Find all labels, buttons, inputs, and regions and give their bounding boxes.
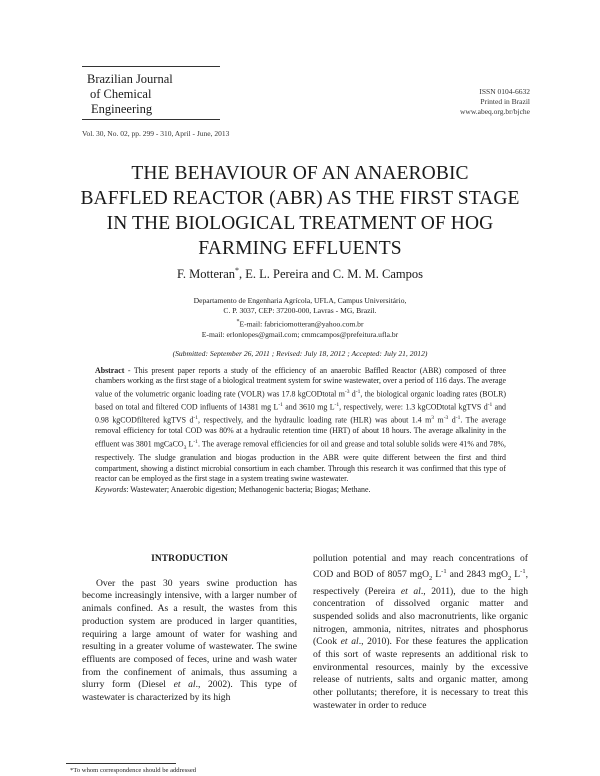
journal-name-line2: of Chemical — [90, 87, 152, 101]
citation-etal: et al — [173, 679, 196, 691]
abstract-text: , respectively, and the hydraulic loading rate (HLR) was about 1.4 m — [198, 415, 432, 425]
abstract-sup: -1 — [355, 388, 361, 395]
intro-sub: 2 — [429, 574, 433, 582]
abstract-sup: -1 — [193, 438, 198, 445]
corresponding-email[interactable]: E-mail: fabriciomotteran@yahoo.com.br — [239, 319, 364, 329]
intro-text: ., 2002). This type of wastewater is characterized by its high — [82, 679, 297, 704]
abstract-text: . The average removal efficiencies for oil and grease and total soluble solids were 41% and 78%, respectively. The sludge granulation and biogas production in the ABR were quite different between the first and third compartment, showing a distinct microbial consortium in each chamber. Through this research it was confirmed that this type of reactor can be employed as the first stage in a system treating swine wastewater. — [95, 439, 506, 484]
author-rest: , E. L. Pereira and C. M. M. Campos — [239, 267, 424, 282]
footnote-rule — [66, 763, 176, 764]
abstract-text: and 3610 mg L — [282, 402, 335, 412]
intro-text: pollution potential and may reach concentrations of COD and BOD of 8057 mgO — [313, 553, 528, 580]
abstract-sup: -3 — [443, 415, 449, 422]
abstract-text: and 0.98 kgCODfiltered kgTVS d — [95, 402, 507, 425]
intro-text: ., 2010). For these features the application of this sort of waste represents an additional risk to environmental resources, mainly by the excessive release of nutrients, salts and organic matter, among other pollutants; therefore, it is necessary to treat this wastewater in order to reduce — [313, 636, 528, 711]
abstract-text: , the biological organic loading rates (BOLR) based on total and filtered COD influents of 14381 mg L — [95, 389, 506, 412]
affiliation-line1: Departamento de Engenharia Agrícola, UFLA, Campus Universitário, — [193, 296, 407, 305]
abstract-text: L — [186, 439, 194, 449]
keywords — [95, 485, 370, 494]
abstract — [95, 366, 506, 495]
issn-block — [460, 87, 530, 117]
intro-sup: -1 — [441, 567, 447, 575]
abstract-sup: 3 — [431, 415, 435, 422]
affiliation — [110, 296, 490, 340]
title-line3: IN THE BIOLOGICAL TREATMENT OF HOG — [106, 213, 494, 234]
issn-number: ISSN 0104-6632 — [479, 87, 530, 96]
intro-sub: 2 — [507, 574, 512, 582]
title-line4: FARMING EFFLUENTS — [198, 238, 402, 259]
abstract-text: - This present paper reports a study of the efficiency of an anaerobic Baffled Reactor (ABR) composed of three chambers working as the first stage of a biological treatment system for swine wastewater, over a period of 116 days. The average value of the volumetric organic loading rate (VOLR) was 17.8 kgCODtotal m — [95, 366, 506, 399]
abstract-text: , respectively, were: 1.3 kgCODtotal kgTVS d — [339, 402, 488, 412]
author-list — [60, 266, 540, 282]
footnote: *To whom correspondence should be addressed — [70, 767, 197, 774]
journal-name-line3: Engineering — [82, 102, 220, 120]
abstract-text: m — [434, 415, 444, 425]
abstract-sup: -1 — [334, 401, 340, 408]
title-line1: THE BEHAVIOUR OF AN ANAEROBIC — [131, 163, 469, 184]
abstract-sup: -1 — [455, 415, 461, 422]
citation-etal: et al — [340, 636, 359, 648]
abstract-label: Abstract — [95, 366, 125, 375]
intro-text: Over the past 30 years swine production has become increasingly intensive, with a larger number of animals confined. As a result, the wastes from this production system are produced in larger quantities, requiring a large amount of water for washing and resulting in a greater volume of wastewater. The swine effluents are composed of feces, urine and wash water from the confinement of animals, thus assuming a slurry form (Diesel — [82, 577, 297, 691]
intro-text: L — [432, 568, 442, 580]
intro-paragraph-continued — [313, 553, 528, 713]
intro-text: ., 2011), due to the high concentration of dissolved organic matter and suspended solids and also macronutrients, like organic nitrogen, ammonia, nitrites, nitrates and phosphorus (Cook — [313, 585, 528, 648]
email-mark: * — [236, 318, 240, 325]
submission-dates: (Submitted: September 26, 2011 ; Revised: July 18, 2012 ; Accepted: July 21, 2012) — [172, 349, 428, 358]
abstract-text: d — [448, 415, 456, 425]
intro-sup: -1 — [520, 567, 526, 575]
title-line2: BAFFLED REACTOR (ABR) AS THE FIRST STAGE — [80, 188, 520, 209]
affiliation-line2: C. P. 3037, CEP: 37200-000, Lavras - MG, Brazil. — [223, 306, 377, 316]
abstract-text: . The average removal efficiency for total COD was 80% at a hydraulic retention time (HRT) of about 18 hours. The average alkalinity in the effluent was 3801 mgCaCO — [95, 415, 506, 449]
intro-text: and 2843 mgO — [446, 568, 508, 580]
abstract-sup: -1 — [193, 415, 198, 422]
keywords-text: : Wastewater; Anaerobic digestion; Methanogenic bacteria; Biogas; Methane. — [126, 484, 371, 494]
citation-etal: et al — [400, 585, 421, 597]
journal-url[interactable]: www.abeq.org.br/bjche — [460, 107, 530, 116]
journal-name-line1: Brazilian Journal — [87, 72, 173, 86]
abstract-sub: 3 — [183, 444, 187, 451]
intro-paragraph — [82, 578, 297, 705]
author-first: F. Motteran — [176, 267, 235, 282]
other-emails[interactable]: E-mail: erlonlopes@gmail.com; cmmcampos@prefeitura.ufla.br — [201, 329, 399, 339]
section-heading-introduction: INTRODUCTION — [151, 553, 228, 564]
abstract-text: d — [349, 389, 356, 399]
paper-title — [60, 161, 540, 261]
intro-text: , respectively (Pereira — [313, 568, 528, 597]
intro-right-column — [313, 553, 528, 713]
abstract-sup: -3 — [344, 388, 350, 395]
printed-in: Printed in Brazil — [480, 97, 530, 106]
volume-info: Vol. 30, No. 02, pp. 299 - 310, April - June, 2013 — [82, 129, 230, 138]
keywords-label: Keywords — [95, 484, 127, 494]
abstract-sup: -1 — [487, 401, 493, 408]
abstract-sup: -1 — [278, 401, 283, 408]
intro-left-column — [82, 553, 297, 705]
intro-text: L — [511, 568, 521, 580]
journal-name — [82, 66, 220, 120]
corresponding-mark: * — [235, 266, 239, 275]
